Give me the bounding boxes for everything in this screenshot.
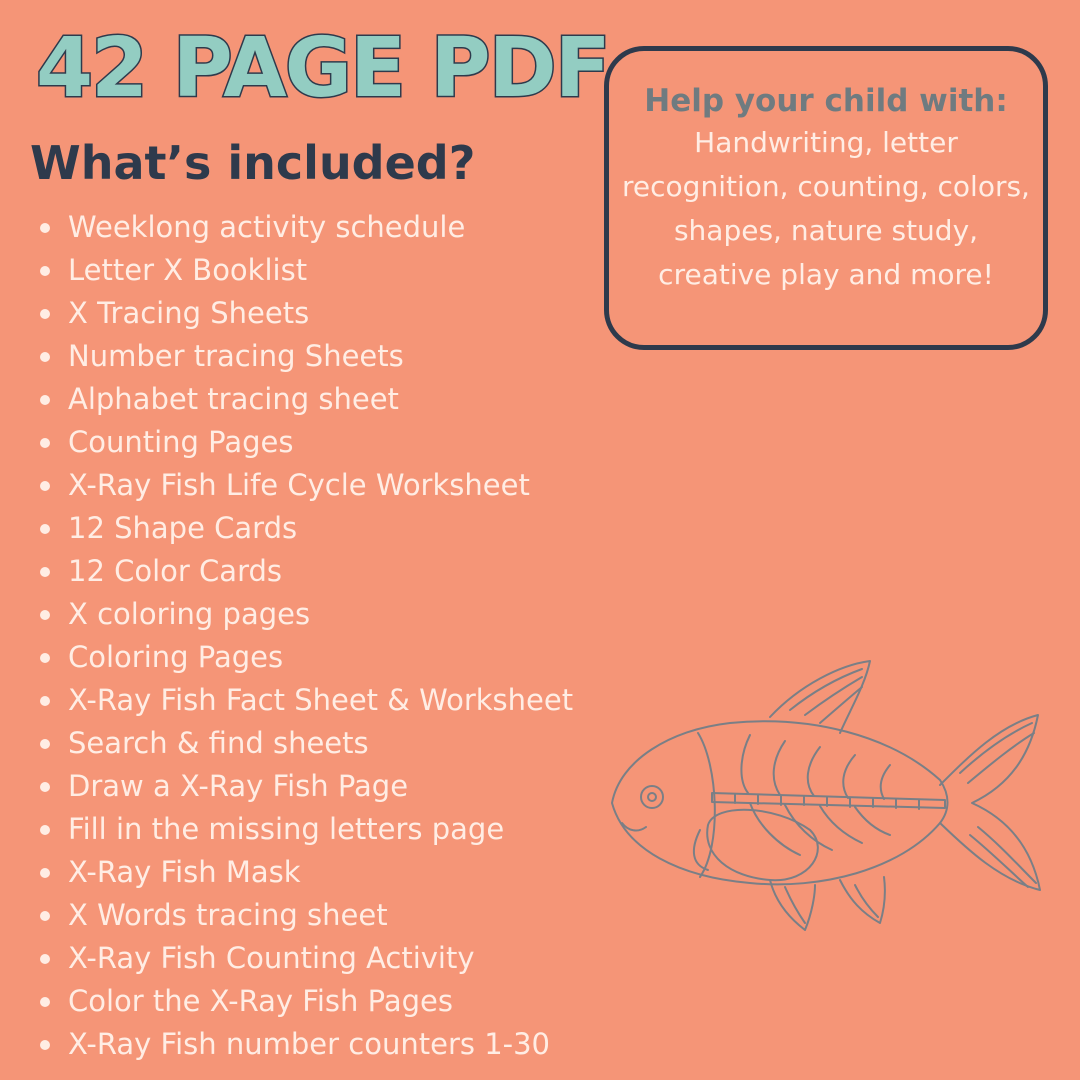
list-item: X-Ray Fish Counting Activity: [36, 937, 573, 980]
bullet-icon: [40, 266, 50, 276]
list-item: 12 Color Cards: [36, 550, 573, 593]
list-item: Fill in the missing letters page: [36, 808, 573, 851]
list-item: Counting Pages: [36, 421, 573, 464]
list-item: Alphabet tracing sheet: [36, 378, 573, 421]
bullet-icon: [40, 696, 50, 706]
list-item: Letter X Booklist: [36, 249, 573, 292]
callout-body: Handwriting, letter recognition, counting, colors, shapes, nature study, creative play and more!: [622, 126, 1030, 291]
list-item: Draw a X-Ray Fish Page: [36, 765, 573, 808]
list-item: X-Ray Fish Life Cycle Worksheet: [36, 464, 573, 507]
bullet-icon: [40, 223, 50, 233]
bullet-icon: [40, 309, 50, 319]
section-heading: What’s included?: [30, 136, 476, 190]
bullet-icon: [40, 782, 50, 792]
list-item: X coloring pages: [36, 593, 573, 636]
benefits-callout: [604, 46, 1048, 350]
list-item: Number tracing Sheets: [36, 335, 573, 378]
callout-heading: Help your child with:: [644, 83, 1008, 119]
list-item: Coloring Pages: [36, 636, 573, 679]
list-item: 12 Shape Cards: [36, 507, 573, 550]
bullet-icon: [40, 524, 50, 534]
list-item: X Words tracing sheet: [36, 894, 573, 937]
bullet-icon: [40, 954, 50, 964]
list-item: X-Ray Fish Fact Sheet & Worksheet: [36, 679, 573, 722]
bullet-icon: [40, 395, 50, 405]
list-item: X Tracing Sheets: [36, 292, 573, 335]
bullet-icon: [40, 438, 50, 448]
bullet-icon: [40, 868, 50, 878]
bullet-icon: [40, 481, 50, 491]
bullet-icon: [40, 352, 50, 362]
list-item: Weeklong activity schedule: [36, 206, 573, 249]
list-item: Search & find sheets: [36, 722, 573, 765]
bullet-icon: [40, 567, 50, 577]
list-item: X-Ray Fish number counters 1-30: [36, 1023, 573, 1066]
included-list: [36, 206, 573, 1066]
list-item: Color the X-Ray Fish Pages: [36, 980, 573, 1023]
bullet-icon: [40, 653, 50, 663]
x-ray-fish-outline-icon: [600, 655, 1050, 945]
bullet-icon: [40, 610, 50, 620]
list-item: X-Ray Fish Mask: [36, 851, 573, 894]
bullet-icon: [40, 997, 50, 1007]
bullet-icon: [40, 739, 50, 749]
page-title: 42 PAGE PDF: [36, 21, 609, 116]
bullet-icon: [40, 911, 50, 921]
bullet-icon: [40, 825, 50, 835]
bullet-icon: [40, 1040, 50, 1050]
